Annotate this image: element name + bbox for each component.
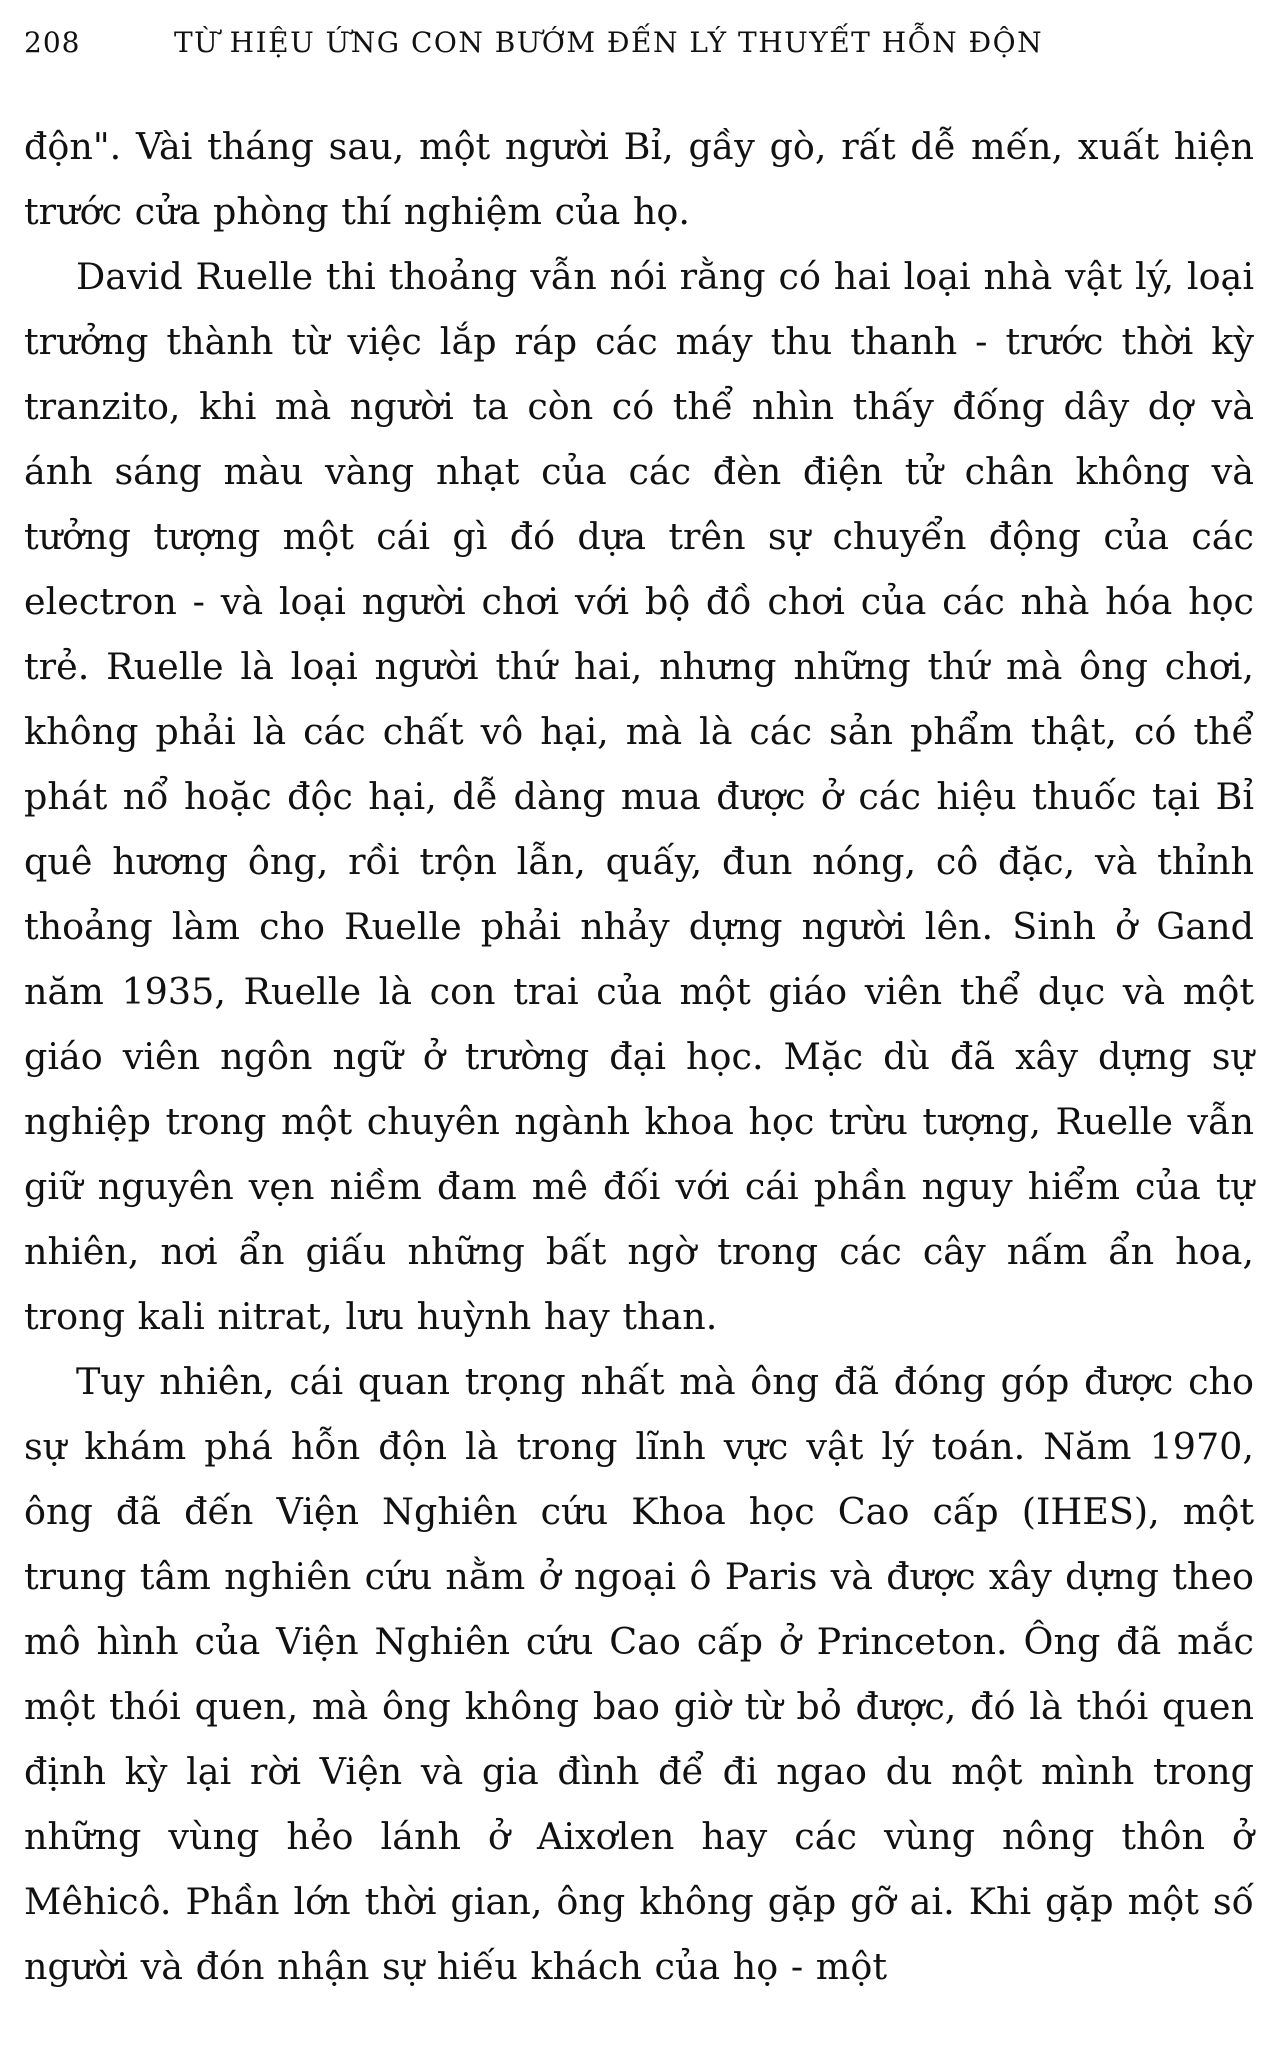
paragraph-ruelle-chemistry: David Ruelle thi thoảng vẫn nói rằng có hai loại nhà vật lý, loại trưởng thành từ việc lắp ráp các máy thu thanh - trước thời kỳ tranzito, khi mà người ta còn có thể nhìn thấy đống dây dợ và ánh sáng màu vàng nhạt của các đèn điện tử chân không và tưởng tượng một cái gì đó dựa trên sự chuyển động của các electron - và loại người chơi với bộ đồ chơi của các nhà hóa học trẻ. Ruelle là loại người thứ hai, nhưng những thứ mà ông chơi, không phải là các chất vô hại, mà là các sản phẩm thật, có thể phát nổ hoặc độc hại, dễ dàng mua được ở các hiệu thuốc tại Bỉ quê hương ông, rồi trộn lẫn, quấy, đun nóng, cô đặc, và thỉnh thoảng làm cho Ruelle phải nhảy dựng người lên. Sinh ở Gand năm 1935, Ruelle là con trai của một giáo viên thể dục và một giáo viên ngôn ngữ ở trường đại học. Mặc dù đã xây dựng sự nghiệp trong một chuyên ngành khoa học trừu tượng, Ruelle vẫn giữ nguyên vẹn niềm đam mê đối với cái phần nguy hiểm của tự nhiên, nơi ẩn giấu những bất ngờ trong các cây nấm ẩn hoa, trong kali nitrat, lưu huỳnh hay than. bbox=[24, 255, 1254, 1338]
paragraph-ruelle-ihes: Tuy nhiên, cái quan trọng nhất mà ông đã đóng góp được cho sự khám phá hỗn độn là trong lĩnh vực vật lý toán. Năm 1970, ông đã đến Viện Nghiên cứu Khoa học Cao cấp (IHES), một trung tâm nghiên cứu nằm ở ngoại ô Paris và được xây dựng theo mô hình của Viện Nghiên cứu Cao cấp ở Princeton. Ông đã mắc một thói quen, mà ông không bao giờ từ bỏ được, đó là thói quen định kỳ lại rời Viện và gia đình để đi ngao du một mình trong những vùng hẻo lánh ở Aixơlen hay các vùng nông thôn ở Mêhicô. Phần lớn thời gian, ông không gặp gỡ ai. Khi gặp một số người và đón nhận sự hiếu khách của họ - một bbox=[24, 1360, 1254, 1988]
paragraph-continued: độn". Vài tháng sau, một người Bỉ, gầy gò, rất dễ mến, xuất hiện trước cửa phòng thí nghiệm của họ. bbox=[24, 125, 1254, 233]
body-text bbox=[24, 114, 1254, 1999]
chapter-title: TỪ HIỆU ỨNG CON BƯỚM ĐẾN LÝ THUYẾT HỖN ĐỘN bbox=[174, 26, 1044, 59]
page-number: 208 bbox=[24, 26, 81, 59]
running-header bbox=[24, 26, 1254, 74]
